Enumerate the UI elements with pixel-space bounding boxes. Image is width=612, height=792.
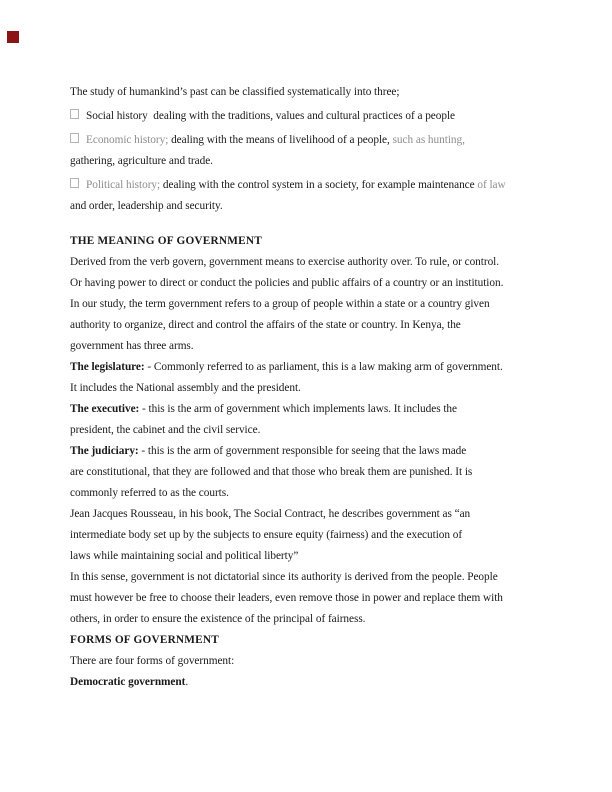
- text-segment: dealing with the means of livelihood of a people,: [168, 134, 390, 146]
- text-segment: Derived from the verb govern, government means to exercise authority over. To rule, or control.: [70, 256, 500, 268]
- bullet-line: [70, 106, 556, 127]
- text-segment: - this is the arm of government which implements laws. It includes the: [139, 403, 457, 415]
- text-line: [70, 196, 556, 217]
- text-line: [70, 294, 556, 315]
- text-segment: intermediate body set up by the subjects to ensure equity (fairness) and the execution of: [70, 529, 463, 541]
- text-line: [70, 441, 556, 462]
- text-segment: Economic history;: [86, 134, 169, 146]
- text-segment: must however be free to choose their leaders, even remove those in power and replace them with: [70, 592, 503, 604]
- text-segment: Social history dealing with the traditions, values and cultural practices of a people: [86, 110, 456, 122]
- text-segment: The study of humankind’s past can be classified systematically into three;: [70, 86, 400, 98]
- text-line: [70, 252, 556, 273]
- checkbox-bullet-icon: [70, 109, 79, 119]
- text-segment: are constitutional, that they are followed and that those who break them are punished. It is: [70, 466, 473, 478]
- text-line: [70, 672, 556, 693]
- text-line: [70, 483, 556, 504]
- text-segment: government has three arms.: [70, 340, 194, 352]
- text-line: [70, 609, 556, 630]
- text-line: [70, 399, 556, 420]
- text-segment: It includes the National assembly and the president.: [70, 382, 301, 394]
- section-heading: [70, 231, 556, 252]
- text-line: [70, 504, 556, 525]
- text-segment: others, in order to ensure the existence of the principal of fairness.: [70, 613, 366, 625]
- document-text: [70, 82, 556, 693]
- text-line: [70, 546, 556, 567]
- text-segment: There are four forms of government:: [70, 655, 235, 667]
- text-segment: In our study, the term government refers to a group of people within a state or a country given: [70, 298, 490, 310]
- text-segment: dealing with the control system in a society, for example maintenance: [160, 179, 475, 191]
- text-line: [70, 357, 556, 378]
- text-segment: The legislature:: [70, 361, 145, 373]
- text-line: [70, 567, 556, 588]
- text-line: [70, 151, 556, 172]
- text-line: [70, 378, 556, 399]
- text-segment: In this sense, government is not dictatorial since its authority is derived from the people. People: [70, 571, 498, 583]
- text-segment: FORMS OF GOVERNMENT: [70, 634, 219, 646]
- text-segment: and order, leadership and security.: [70, 200, 223, 212]
- text-segment: .: [185, 676, 189, 688]
- text-line: [70, 588, 556, 609]
- text-segment: laws while maintaining social and political liberty”: [70, 550, 299, 562]
- text-segment: The executive:: [70, 403, 140, 415]
- text-line: [70, 82, 556, 103]
- checkbox-bullet-icon: [70, 178, 79, 188]
- text-line: [70, 651, 556, 672]
- text-line: [70, 273, 556, 294]
- text-segment: such as hunting,: [389, 134, 465, 146]
- text-segment: president, the cabinet and the civil service.: [70, 424, 261, 436]
- text-segment: of law: [474, 179, 506, 191]
- text-line: [70, 525, 556, 546]
- checkbox-bullet-icon: [70, 133, 79, 143]
- text-line: [70, 462, 556, 483]
- text-segment: Democratic government: [70, 676, 186, 688]
- red-square-marker: [7, 31, 19, 43]
- text-segment: The judiciary:: [70, 445, 139, 457]
- text-line: [70, 420, 556, 441]
- text-segment: gathering, agriculture and trade.: [70, 155, 213, 167]
- text-segment: - this is the arm of government responsible for seeing that the laws made: [138, 445, 467, 457]
- text-line: [70, 336, 556, 357]
- text-segment: authority to organize, direct and control the affairs of the state or country. In Kenya, the: [70, 319, 461, 331]
- text-segment: THE MEANING OF GOVERNMENT: [70, 235, 262, 247]
- text-segment: Political history;: [86, 179, 161, 191]
- text-line: [70, 315, 556, 336]
- text-segment: Or having power to direct or conduct the policies and public affairs of a country or an institution.: [70, 277, 504, 289]
- text-segment: - Commonly referred to as parliament, this is a law making arm of government.: [144, 361, 503, 373]
- bullet-line: [70, 130, 556, 151]
- section-heading: [70, 630, 556, 651]
- text-segment: commonly referred to as the courts.: [70, 487, 229, 499]
- bullet-line: [70, 175, 556, 196]
- text-segment: Jean Jacques Rousseau, in his book, The Social Contract, he describes government as “an: [70, 508, 471, 520]
